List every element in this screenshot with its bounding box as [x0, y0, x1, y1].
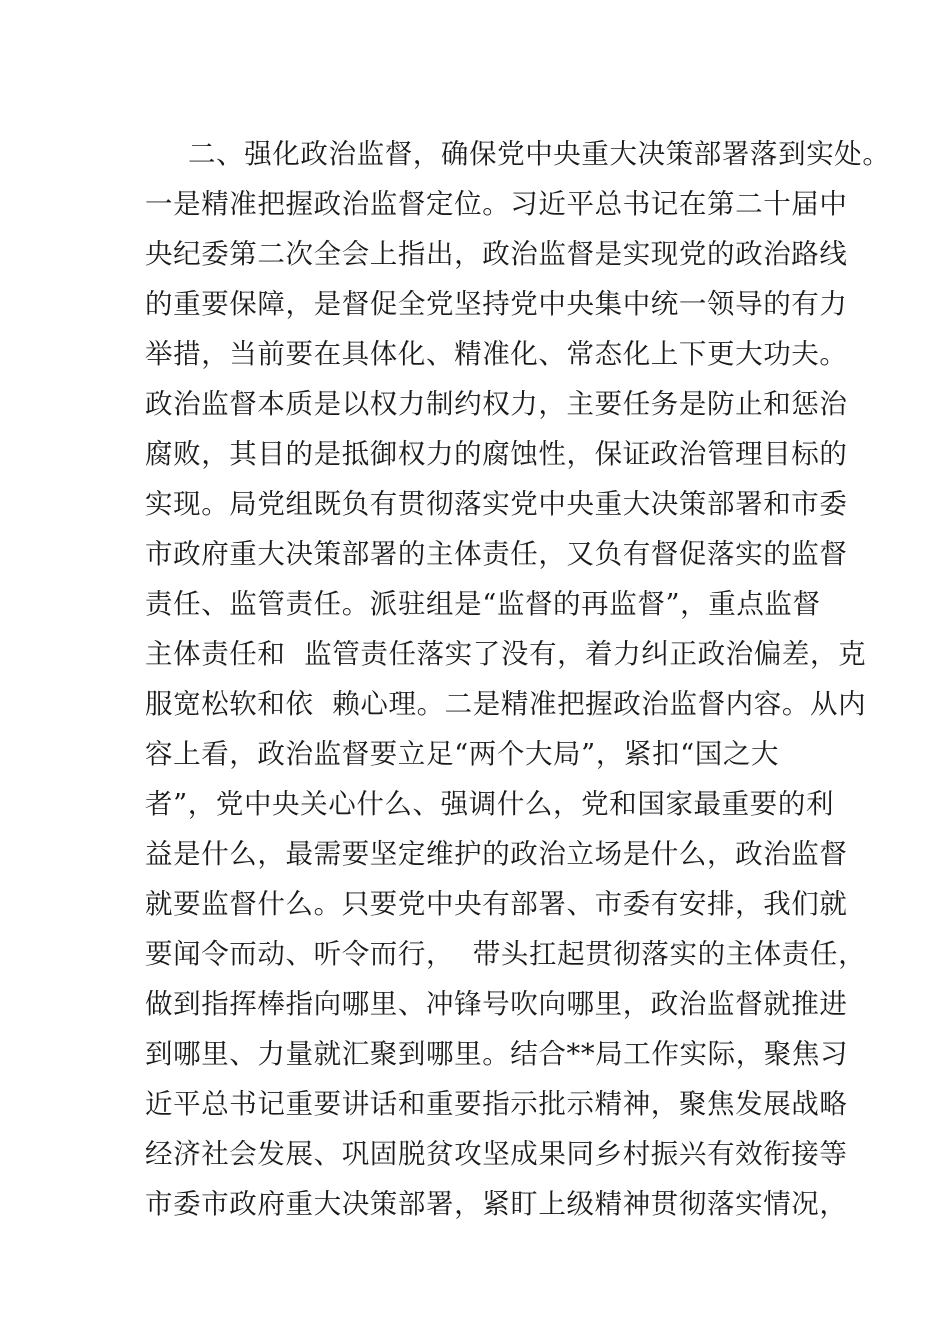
text-line: 的重要保障，是督促全党坚持党中央集中统一领导的有力 [145, 288, 848, 320]
text-line: 举措，当前要在具体化、精准化、常态化上下更大功夫。 [145, 338, 848, 370]
text-line: 就要监督什么。只要党中央有部署、市委有安排，我们就 [145, 888, 848, 920]
text-line: 一是精准把握政治监督定位。习近平总书记在第二十届中 [145, 188, 848, 220]
text-line: 做到指挥棒指向哪里、冲锋号吹向哪里，政治监督就推进 [145, 988, 848, 1020]
text-line: 者”，党中央关心什么、强调什么，党和国家最重要的利 [145, 788, 835, 820]
text-line: 近平总书记重要讲话和重要指示批示精神，聚焦发展战略 [145, 1088, 848, 1120]
paragraph-heading-line: 二、强化政治监督，确保党中央重大决策部署落到实处。 [188, 138, 891, 170]
text-line: 益是什么，最需要坚定维护的政治立场是什么，政治监督 [145, 838, 848, 870]
text-line: 央纪委第二次全会上指出，政治监督是实现党的政治路线 [145, 238, 848, 270]
text-line: 腐败，其目的是抵御权力的腐蚀性，保证政治管理目标的 [145, 438, 848, 470]
text-line: 政治监督本质是以权力制约权力，主要任务是防止和惩治 [145, 388, 848, 420]
text-line: 责任、监管责任。派驻组是“监督的再监督”，重点监督 [145, 588, 821, 620]
text-line: 到哪里、力量就汇聚到哪里。结合**局工作实际，聚焦习 [145, 1038, 849, 1070]
text-line: 要闻令而动、听令而行， 带头扛起贯彻落实的主体责任， [145, 938, 867, 970]
text-line: 经济社会发展、巩固脱贫攻坚成果同乡村振兴有效衔接等 [145, 1138, 848, 1170]
text-line: 实现。局党组既负有贯彻落实党中央重大决策部署和市委 [145, 488, 848, 520]
text-line: 服宽松软和依 赖心理。二是精准把握政治监督内容。从内 [145, 688, 867, 720]
text-line: 容上看，政治监督要立足“两个大局”，紧扣“国之大 [145, 738, 780, 770]
text-line: 市委市政府重大决策部署，紧盯上级精神贯彻落实情况， [145, 1188, 848, 1220]
text-line: 市政府重大决策部署的主体责任，又负有督促落实的监督 [145, 538, 848, 570]
text-line: 主体责任和 监管责任落实了没有，着力纠正政治偏差，克 [145, 638, 867, 670]
